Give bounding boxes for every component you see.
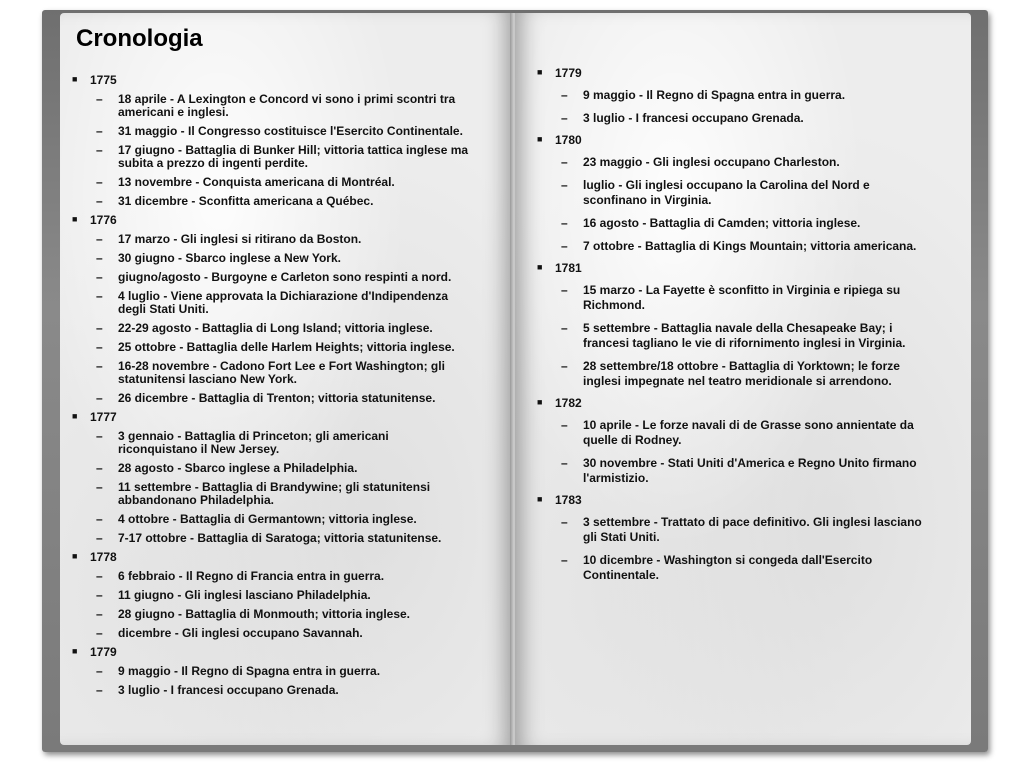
- event-item: [70, 195, 470, 208]
- dash-bullet-icon: –: [96, 683, 103, 697]
- dash-bullet-icon: –: [96, 391, 103, 405]
- event-text: 28 giugno - Battaglia di Monmouth; vittoria inglese.: [118, 607, 411, 621]
- year-label: 1779: [90, 645, 117, 659]
- event-item: [535, 239, 935, 254]
- event-text: 30 giugno - Sbarco inglese a New York.: [118, 251, 341, 265]
- year-item: [70, 74, 470, 87]
- dash-bullet-icon: –: [96, 340, 103, 354]
- year-item: [535, 262, 935, 275]
- year-label: 1781: [555, 261, 582, 275]
- dash-bullet-icon: –: [561, 88, 568, 102]
- event-text: 31 maggio - Il Congresso costituisce l'Esercito Continentale.: [118, 124, 463, 138]
- right-page: [515, 13, 971, 745]
- square-bullet-icon: ■: [537, 134, 543, 144]
- event-item: [70, 144, 470, 170]
- dash-bullet-icon: –: [561, 239, 568, 253]
- square-bullet-icon: ■: [72, 551, 78, 561]
- year-item: [70, 646, 470, 659]
- event-text: 10 aprile - Le forze navali di de Grasse sono annientate da quelle di Rodney.: [583, 418, 914, 447]
- dash-bullet-icon: –: [561, 111, 568, 125]
- event-text: 10 dicembre - Washington si congeda dall'Esercito Continentale.: [583, 553, 873, 582]
- event-item: [70, 570, 470, 583]
- dash-bullet-icon: –: [561, 515, 568, 529]
- event-text: 28 agosto - Sbarco inglese a Philadelphia.: [118, 461, 358, 475]
- dash-bullet-icon: –: [96, 321, 103, 335]
- dash-bullet-icon: –: [561, 178, 568, 192]
- event-item: [70, 430, 470, 456]
- event-item: [535, 553, 935, 583]
- event-text: dicembre - Gli inglesi occupano Savannah.: [118, 626, 363, 640]
- event-item: [535, 321, 935, 351]
- event-item: [535, 418, 935, 448]
- event-item: [535, 283, 935, 313]
- right-timeline: [535, 67, 935, 591]
- dash-bullet-icon: –: [561, 553, 568, 567]
- year-label: 1776: [90, 213, 117, 227]
- square-bullet-icon: ■: [72, 214, 78, 224]
- year-item: [535, 134, 935, 147]
- dash-bullet-icon: –: [96, 289, 103, 303]
- event-text: 23 maggio - Gli inglesi occupano Charleston.: [583, 155, 840, 169]
- year-label: 1779: [555, 66, 582, 80]
- event-text: 17 giugno - Battaglia di Bunker Hill; vittoria tattica inglese ma subita a prezzo di ingenti perdite.: [118, 143, 469, 170]
- year-item: [70, 214, 470, 227]
- dash-bullet-icon: –: [96, 626, 103, 640]
- square-bullet-icon: ■: [537, 397, 543, 407]
- event-item: [70, 589, 470, 602]
- square-bullet-icon: ■: [537, 262, 543, 272]
- dash-bullet-icon: –: [96, 143, 103, 157]
- event-text: 11 giugno - Gli inglesi lasciano Philadelphia.: [118, 588, 371, 602]
- event-item: [535, 88, 935, 103]
- event-item: [535, 111, 935, 126]
- dash-bullet-icon: –: [96, 512, 103, 526]
- dash-bullet-icon: –: [561, 418, 568, 432]
- event-text: 4 ottobre - Battaglia di Germantown; vittoria inglese.: [118, 512, 417, 526]
- dash-bullet-icon: –: [96, 461, 103, 475]
- event-item: [535, 359, 935, 389]
- event-text: 5 settembre - Battaglia navale della Chesapeake Bay; i francesi tagliano le vie di rifornimento inglesi in Virginia.: [583, 321, 906, 350]
- year-item: [535, 494, 935, 507]
- square-bullet-icon: ■: [72, 411, 78, 421]
- page-title: Cronologia: [76, 25, 203, 52]
- dash-bullet-icon: –: [561, 155, 568, 169]
- event-item: [70, 627, 470, 640]
- event-text: 22-29 agosto - Battaglia di Long Island; vittoria inglese.: [118, 321, 433, 335]
- year-item: [70, 411, 470, 424]
- year-label: 1782: [555, 396, 582, 410]
- dash-bullet-icon: –: [96, 480, 103, 494]
- dash-bullet-icon: –: [96, 232, 103, 246]
- event-item: [70, 271, 470, 284]
- event-text: 31 dicembre - Sconfitta americana a Québec.: [118, 194, 374, 208]
- event-text: 3 luglio - I francesi occupano Grenada.: [118, 683, 339, 697]
- event-item: [535, 178, 935, 208]
- event-item: [70, 532, 470, 545]
- event-item: [70, 392, 470, 405]
- year-label: 1783: [555, 493, 582, 507]
- event-item: [70, 233, 470, 246]
- event-text: 15 marzo - La Fayette è sconfitto in Virginia e ripiega su Richmond.: [583, 283, 901, 312]
- square-bullet-icon: ■: [72, 646, 78, 656]
- event-item: [70, 176, 470, 189]
- event-item: [70, 290, 470, 316]
- event-text: luglio - Gli inglesi occupano la Carolina del Nord e sconfinano in Virginia.: [583, 178, 870, 207]
- dash-bullet-icon: –: [96, 194, 103, 208]
- event-text: giugno/agosto - Burgoyne e Carleton sono respinti a nord.: [118, 270, 452, 284]
- event-item: [70, 608, 470, 621]
- event-item: [70, 341, 470, 354]
- year-label: 1777: [90, 410, 117, 424]
- left-page: [60, 13, 512, 745]
- dash-bullet-icon: –: [96, 588, 103, 602]
- dash-bullet-icon: –: [96, 429, 103, 443]
- event-item: [70, 93, 470, 119]
- open-book: [42, 10, 988, 752]
- event-text: 11 settembre - Battaglia di Brandywine; gli statunitensi abbandonano Philadelphia.: [118, 480, 431, 507]
- year-item: [535, 67, 935, 80]
- year-item: [535, 397, 935, 410]
- dash-bullet-icon: –: [96, 124, 103, 138]
- event-item: [535, 155, 935, 170]
- left-timeline: [70, 74, 470, 703]
- event-text: 3 settembre - Trattato di pace definitivo. Gli inglesi lasciano gli Stati Uniti.: [583, 515, 922, 544]
- event-text: 28 settembre/18 ottobre - Battaglia di Yorktown; le forze inglesi impegnate nel teatro meridionale si arrendono.: [583, 359, 900, 388]
- year-label: 1778: [90, 550, 117, 564]
- year-item: [70, 551, 470, 564]
- dash-bullet-icon: –: [561, 283, 568, 297]
- event-text: 3 luglio - I francesi occupano Grenada.: [583, 111, 804, 125]
- event-text: 7 ottobre - Battaglia di Kings Mountain; vittoria americana.: [583, 239, 917, 253]
- dash-bullet-icon: –: [96, 359, 103, 373]
- dash-bullet-icon: –: [561, 359, 568, 373]
- event-item: [70, 322, 470, 335]
- event-text: 6 febbraio - Il Regno di Francia entra in guerra.: [118, 569, 385, 583]
- event-item: [535, 515, 935, 545]
- event-text: 9 maggio - Il Regno di Spagna entra in guerra.: [118, 664, 381, 678]
- event-item: [70, 252, 470, 265]
- event-text: 4 luglio - Viene approvata la Dichiarazione d'Indipendenza degli Stati Uniti.: [118, 289, 449, 316]
- event-text: 18 aprile - A Lexington e Concord vi sono i primi scontri tra americani e inglesi.: [118, 92, 456, 119]
- year-label: 1780: [555, 133, 582, 147]
- dash-bullet-icon: –: [96, 92, 103, 106]
- event-text: 26 dicembre - Battaglia di Trenton; vittoria statunitense.: [118, 391, 436, 405]
- event-item: [70, 684, 470, 697]
- event-item: [535, 216, 935, 231]
- square-bullet-icon: ■: [537, 494, 543, 504]
- dash-bullet-icon: –: [561, 216, 568, 230]
- dash-bullet-icon: –: [96, 664, 103, 678]
- dash-bullet-icon: –: [561, 321, 568, 335]
- dash-bullet-icon: –: [96, 175, 103, 189]
- event-text: 17 marzo - Gli inglesi si ritirano da Boston.: [118, 232, 362, 246]
- event-text: 30 novembre - Stati Uniti d'America e Regno Unito firmano l'armistizio.: [583, 456, 917, 485]
- dash-bullet-icon: –: [96, 531, 103, 545]
- dash-bullet-icon: –: [96, 569, 103, 583]
- event-text: 9 maggio - Il Regno di Spagna entra in guerra.: [583, 88, 846, 102]
- dash-bullet-icon: –: [96, 607, 103, 621]
- event-item: [535, 456, 935, 486]
- event-text: 7-17 ottobre - Battaglia di Saratoga; vittoria statunitense.: [118, 531, 442, 545]
- event-text: 16 agosto - Battaglia di Camden; vittoria inglese.: [583, 216, 861, 230]
- event-item: [70, 462, 470, 475]
- year-label: 1775: [90, 73, 117, 87]
- event-item: [70, 665, 470, 678]
- square-bullet-icon: ■: [72, 74, 78, 84]
- event-item: [70, 125, 470, 138]
- event-item: [70, 481, 470, 507]
- event-text: 13 novembre - Conquista americana di Montréal.: [118, 175, 395, 189]
- square-bullet-icon: ■: [537, 67, 543, 77]
- event-text: 3 gennaio - Battaglia di Princeton; gli americani riconquistano il New Jersey.: [118, 429, 389, 456]
- dash-bullet-icon: –: [96, 251, 103, 265]
- event-item: [70, 513, 470, 526]
- event-item: [70, 360, 470, 386]
- dash-bullet-icon: –: [96, 270, 103, 284]
- dash-bullet-icon: –: [561, 456, 568, 470]
- event-text: 25 ottobre - Battaglia delle Harlem Heights; vittoria inglese.: [118, 340, 455, 354]
- event-text: 16-28 novembre - Cadono Fort Lee e Fort Washington; gli statunitensi lasciano New York.: [118, 359, 445, 386]
